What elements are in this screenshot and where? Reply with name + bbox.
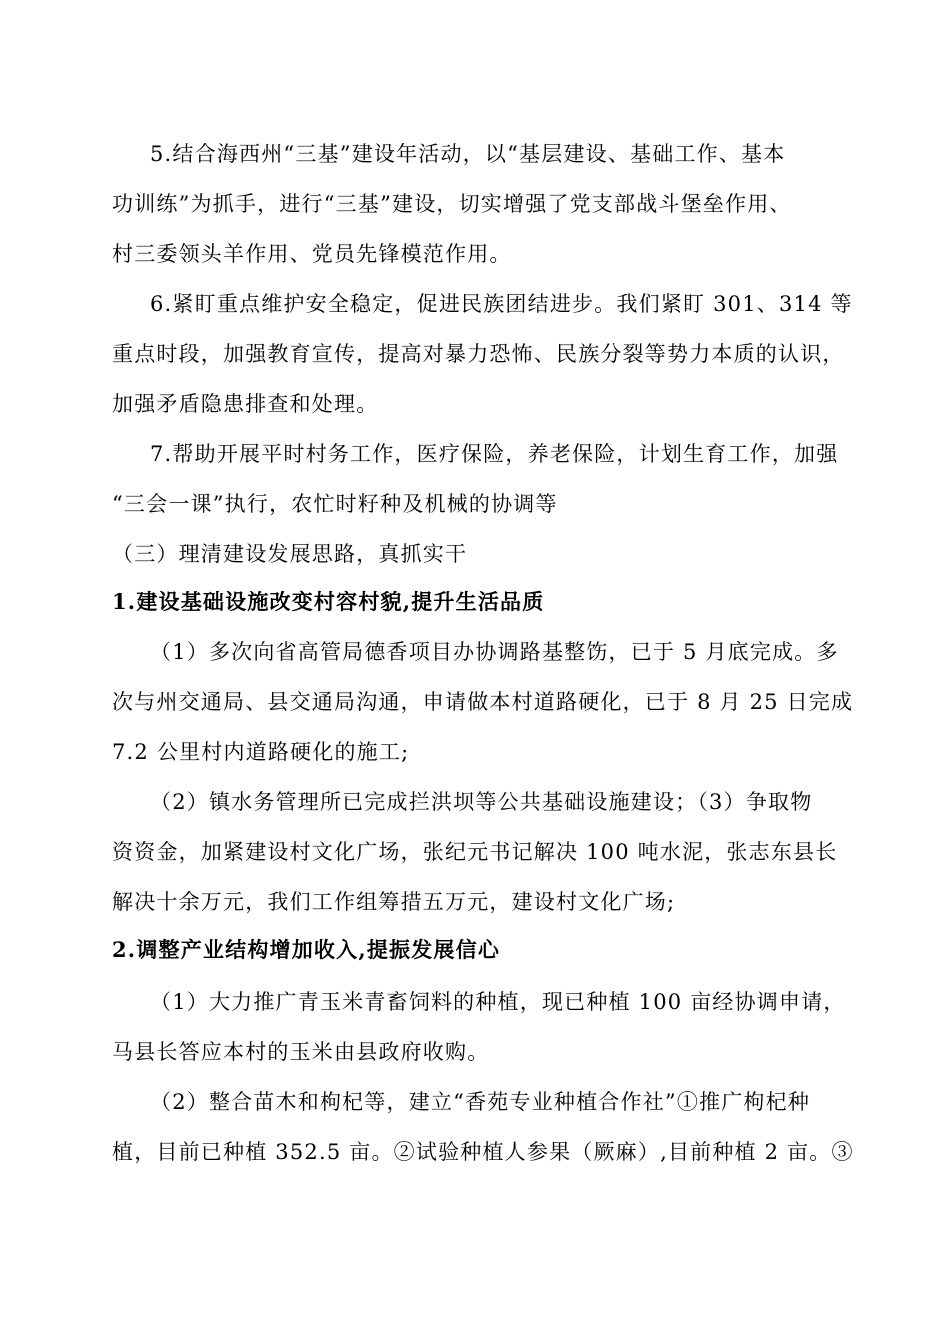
paragraph-7-line-1: 7.帮助开展平时村务工作，医疗保险，养老保险，计划生育工作，加强 [150,442,839,466]
item-2-1-line-2: 马县长答应本村的玉米由县政府收购。 [112,1040,490,1064]
item-1-2-line-1: （2）镇水务管理所已完成拦洪坝等公共基础设施建设；（3）争取物 [150,790,813,814]
paragraph-6-line-3: 加强矛盾隐患排查和处理。 [112,392,379,416]
item-1-1-line-1: （1）多次向省高管局德香项目办协调路基整饬，已于 5 月底完成。多 [150,640,839,664]
paragraph-5-line-3: 村三委领头羊作用、党员先锋模范作用。 [112,242,512,266]
paragraph-5-line-2: 功训练”为抓手，进行“三基”建设，切实增强了党支部战斗堡垒作用、 [112,192,792,216]
item-1-1-line-2: 次与州交通局、县交通局沟通，申请做本村道路硬化，已于 8 月 25 日完成 [112,690,854,714]
subheading-2: 2.调整产业结构增加收入,提振发展信心 [112,937,501,962]
paragraph-5-line-1: 5.结合海西州“三基”建设年活动，以“基层建设、基础工作、基本 [150,142,786,166]
item-1-1-line-3: 7.2 公里村内道路硬化的施工; [112,740,410,764]
item-1-2-line-3: 解决十余万元，我们工作组筹措五万元，建设村文化广场; [112,890,676,914]
paragraph-6-line-2: 重点时段，加强教育宣传，提高对暴力恐怖、民族分裂等势力本质的认识， [112,342,845,366]
item-1-2-line-2: 资资金，加紧建设村文化广场，张纪元书记解决 100 吨水泥，张志东县长 [112,840,838,864]
item-2-2-line-2: 植，目前已种植 352.5 亩。②试验种植人参果（厥麻）,目前种植 2 亩。③ [112,1140,854,1164]
item-2-1-line-1: （1）大力推广青玉米青畜饲料的种植，现已种植 100 亩经协调申请， [150,990,846,1014]
paragraph-6-line-1: 6.紧盯重点维护安全稳定，促进民族团结进步。我们紧盯 301、314 等 [150,292,853,316]
subheading-1: 1.建设基础设施改变村容村貌,提升生活品质 [112,589,545,614]
section-heading-3: （三）理清建设发展思路，真抓实干 [112,542,468,566]
item-2-2-line-1: （2）整合苗木和枸杞等，建立“香苑专业种植合作社”①推广枸杞种 [150,1090,811,1114]
paragraph-7-line-2: “三会一课”执行，农忙时籽种及机械的协调等 [112,492,558,516]
